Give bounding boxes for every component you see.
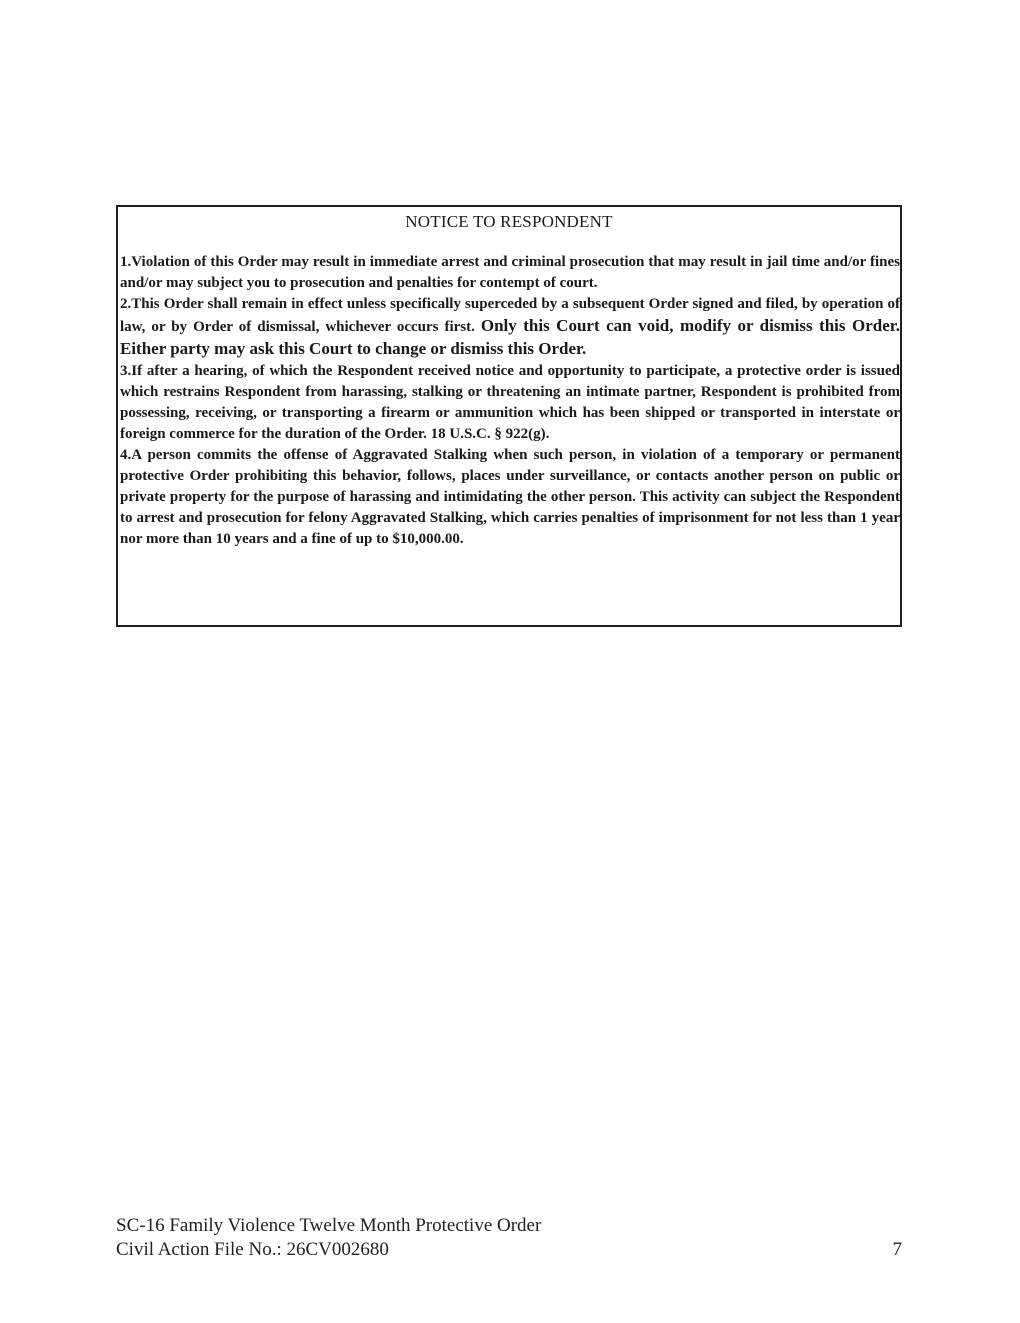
notice-to-respondent-box xyxy=(116,205,902,627)
notice-item-2-emphasis: Only this Court can void, modify or dismiss this Order. Either party may ask this Court to change or dismiss this Order. xyxy=(120,316,901,358)
notice-item-3 xyxy=(120,361,900,445)
page-footer xyxy=(116,1214,902,1262)
page-number: 7 xyxy=(892,1239,902,1260)
notice-item-2-text: 2.This Order shall remain in effect unless specifically superceded by a subsequent Order signed and filed, by operation of law, or by Order of dismissal, whichever occurs first. xyxy=(120,296,900,335)
notice-item-4 xyxy=(120,445,900,550)
notice-item-4-text: 4.A person commits the offense of Aggravated Stalking when such person, in violation of a temporary or permanent protective Order prohibiting this behavior, follows, places under surveillance, or contacts another person on public or private property for the purpose of harassing and intimidating the other person. This activity can subject the Respondent to arrest and prosecution for felony Aggravated Stalking, which carries penalties of imprisonment for not less than 1 year nor more than 10 years and a fine of up to $10,000.00. xyxy=(120,447,900,547)
form-title: SC-16 Family Violence Twelve Month Protective Order xyxy=(116,1215,542,1236)
notice-item-1 xyxy=(120,252,900,294)
notice-item-1-text: 1.Violation of this Order may result in immediate arrest and criminal prosecution that may result in jail time and/or fines and/or may subject you to prosecution and penalties for contempt of court. xyxy=(120,254,900,291)
notice-item-2 xyxy=(120,294,900,361)
notice-body xyxy=(118,252,900,550)
notice-title: NOTICE TO RESPONDENT xyxy=(405,212,613,231)
notice-item-3-text: 3.If after a hearing, of which the Respondent received notice and opportunity to participate, a protective order is issued which restrains Respondent from harassing, stalking or threatening an intimate partner, Respondent is prohibited from possessing, receiving, or transporting a firearm or ammunition which has been shipped or transported in interstate or foreign commerce for the duration of the Order. 18 U.S.C. § 922(g). xyxy=(120,363,900,442)
civil-action-file-number: Civil Action File No.: 26CV002680 xyxy=(116,1239,389,1260)
